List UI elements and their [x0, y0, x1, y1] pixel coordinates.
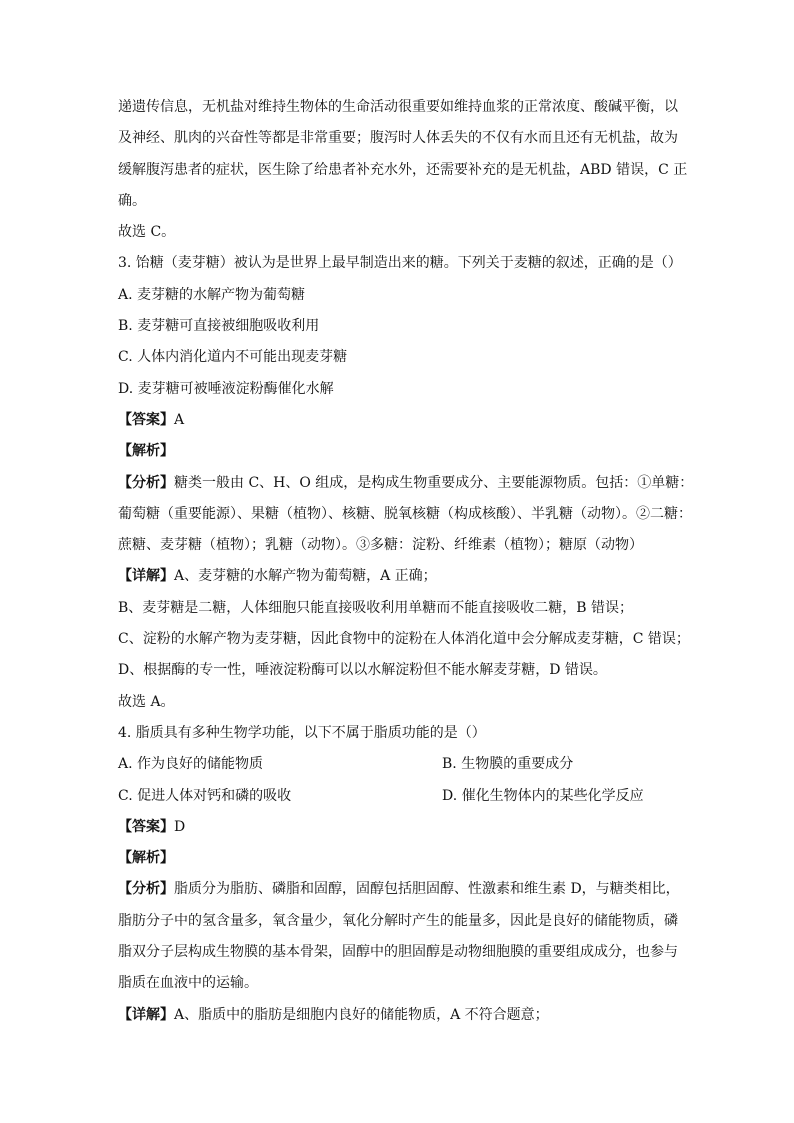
- q3-fenxi: [118, 468, 694, 499]
- detail-text: A、脂质中的脂肪是细胞内良好的储能物质，A 不符合题意；: [174, 1006, 549, 1023]
- question-4: 4. 脂质具有多种生物学功能，以下不属于脂质功能的是（）: [118, 724, 486, 741]
- q3-answer: [118, 405, 678, 436]
- detail-label: 【详解】: [118, 1006, 174, 1023]
- q3-detail: [118, 561, 678, 592]
- q4-options-row-2: [118, 781, 678, 812]
- answer-label: 【答案】: [118, 818, 174, 835]
- q4-answer: [118, 812, 678, 843]
- q4-analysis-label: 【解析】: [118, 850, 174, 867]
- q4-options-row-1: [118, 749, 678, 780]
- conclusion-line: 故选 C。: [118, 224, 176, 241]
- detail-text: A、麦芽糖的水解产物为葡萄糖，A 正确；: [174, 568, 437, 585]
- fenxi-label: 【分析】: [118, 881, 174, 898]
- q4-option-d: D. 催化生物体内的某些化学反应: [442, 787, 644, 804]
- conclusion-line: 故选 A。: [118, 693, 175, 710]
- question-3: 3. 饴糖（麦芽糖）被认为是世界上最早制造出来的糖。下列关于麦糖的叙述，正确的是（）: [118, 255, 682, 272]
- q3-option-c: C. 人体内消化道内不可能出现麦芽糖: [118, 349, 348, 366]
- q3-option-a: A. 麦芽糖的水解产物为葡萄糖: [118, 286, 306, 303]
- text-line: B、麦芽糖是二糖，人体细胞只能直接吸收利用单糖而不能直接吸收二糖，B 错误；: [118, 599, 634, 616]
- fenxi-text: 糖类一般由 C、H、O 组成，是构成生物重要成分、主要能源物质。包括：①单糖：: [174, 474, 694, 491]
- fenxi-label: 【分析】: [118, 474, 174, 491]
- answer-label: 【答案】: [118, 411, 174, 428]
- q4-option-a: A. 作为良好的储能物质: [118, 756, 264, 773]
- text-line: 确。: [118, 192, 146, 209]
- detail-label: 【详解】: [118, 568, 174, 585]
- text-line: 脂质在血液中的运输。: [118, 975, 258, 992]
- q3-option-d: D. 麦芽糖可被唾液淀粉酶催化水解: [118, 380, 334, 397]
- text-line: 递遗传信息，无机盐对维持生物体的生命活动很重要如维持血浆的正常浓度、酸碱平衡，以: [118, 99, 678, 115]
- q4-option-b: B. 生物膜的重要成分: [442, 756, 574, 773]
- q3-analysis-label: 【解析】: [118, 443, 174, 460]
- q4-option-c: C. 促进人体对钙和磷的吸收: [118, 787, 292, 804]
- q4-fenxi: [118, 874, 678, 905]
- fenxi-text: 脂质分为脂肪、磷脂和固醇，固醇包括胆固醇、性激素和维生素 D，与糖类相比，: [174, 881, 680, 898]
- q4-detail: [118, 1000, 678, 1031]
- text-line: 葡萄糖（重要能源）、果糖（植物）、核糖、脱氧核糖（构成核酸）、半乳糖（动物）。②二糖：: [118, 505, 692, 522]
- document-page: [118, 92, 694, 1031]
- text-line: C、淀粉的水解产物为麦芽糖，因此食物中的淀粉在人体消化道中会分解成麦芽糖，C 错误；: [118, 631, 690, 648]
- text-line: 蔗糖、麦芽糖（植物）；乳糖（动物）。③多糖：淀粉、纤维素（植物）；糖原（动物）: [118, 537, 643, 554]
- answer-value: D: [174, 818, 186, 835]
- text-line: 缓解腹泻患者的症状，医生除了给患者补充水外，还需要补充的是无机盐，ABD 错误，C 正: [118, 161, 688, 178]
- q3-option-b: B. 麦芽糖可直接被细胞吸收利用: [118, 318, 320, 335]
- answer-value: A: [174, 411, 185, 428]
- text-line: 脂双分子层构成生物膜的基本骨架，固醇中的胆固醇是动物细胞膜的重要组成成分，也参与: [118, 944, 678, 961]
- text-line: 脂肪分子中的氢含量多，氧含量少，氧化分解时产生的能量多，因此是良好的储能物质，磷: [118, 912, 678, 929]
- text-line: D、根据酶的专一性，唾液淀粉酶可以以水解淀粉但不能水解麦芽糖，D 错误。: [118, 662, 607, 679]
- text-line: 及神经、肌肉的兴奋性等都是非常重要；腹泻时人体丢失的不仅有水而且还有无机盐，故为: [118, 130, 678, 147]
